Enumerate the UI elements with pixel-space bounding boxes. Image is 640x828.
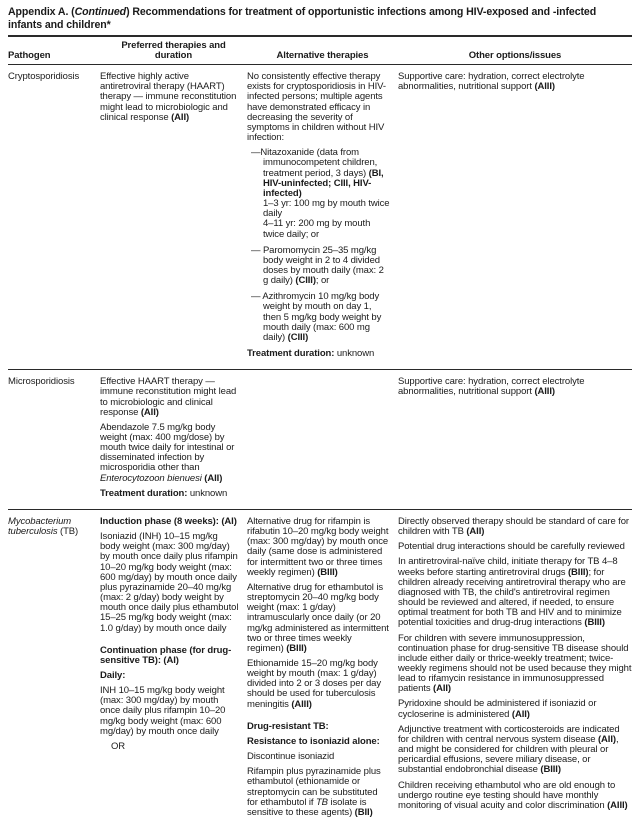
paragraph: Induction phase (8 weeks): (AI) <box>100 515 237 527</box>
paragraph: Microsporidiosis <box>8 376 75 388</box>
paragraph: Potential drug interactions should be carefully reviewed <box>398 541 625 553</box>
column-header-other-options: Other options/issues <box>468 50 562 61</box>
column-header-pathogen: Pathogen <box>8 50 51 61</box>
paragraph: Alternative drug for rifampin is rifabutin 10–20 mg/kg body weight (max: 300 mg/day) by mouth once daily (same dose is administered for intermittent two or three times weekly regimen) (BIII) <box>247 515 389 578</box>
paragraph: Mycobacterium tuberculosis (TB) <box>8 515 79 538</box>
paragraph: —Nitazoxanide (data from immunocompetent children, treatment period, 3 days) (BI, HIV-uninfected; CIII, HIV-infected) 1–3 yr: 100 mg by mouth twice daily 4–11 yr: 200 mg by mouth twice daily; or <box>251 147 390 240</box>
page-title: Appendix A. (Continued) Recommendations for treatment of opportunistic infections among HIV-exposed and -infected infants and children* <box>8 6 597 31</box>
paragraph: Isoniazid (INH) 10–15 mg/kg body weight (max: 300 mg/day) by mouth once daily plus rifampin 10–20 mg/kg body weight (max: 600 mg/day) by mouth once daily plus pyrazinamide 20–40 mg/kg (max: 2 g/day) body weight by mouth once daily plus ethambutol 15–25 mg/kg body weight (max: 1.0 g/day) by mouth once daily <box>100 531 239 634</box>
cell-alternative-therapies <box>247 517 398 818</box>
table-row <box>8 370 632 510</box>
cell-pathogen <box>8 72 100 359</box>
paragraph: Continuation phase (for drug-sensitive TB): (AI) <box>100 644 232 666</box>
cell-pathogen <box>8 377 100 499</box>
paragraph: INH 10–15 mg/kg body weight (max: 300 mg/day) by mouth once daily plus rifampin 10–20 mg/kg body weight (max: 600 mg/day) by mouth once daily <box>100 685 226 737</box>
paragraph: In antiretroviral-naïve child, initiate therapy for TB 4–8 weeks before starting antiretroviral drugs (BIII); for children already receiving antiretroviral therapy who are diagnosed with TB, the child's antiretroviral regimen should be reviewed and altered, if needed, to ensure optimal treatment for both TB and HIV and to minimize potential toxicities and drug-drug interactions (BIII) <box>398 556 626 629</box>
paragraph: — Azithromycin 10 mg/kg body weight by mouth on day 1, then 5 mg/kg body weight by mouth daily (max: 600 mg daily) (CIII) <box>251 291 382 343</box>
paragraph: Cryptosporidiosis <box>8 71 80 83</box>
paragraph: Treatment duration: unknown <box>100 487 228 499</box>
paragraph: Adjunctive treatment with corticosteroids are indicated for children with central nervous system disease (AII), and might be considered for children with pleural or pericardial effusions, severe miliary disease, or substantial endobronchial disease (BIII) <box>398 723 620 776</box>
paragraph: — Paromomycin 25–35 mg/kg body weight in 2 to 4 divided doses by mouth daily (max: 2 g daily) (CIII); or <box>251 244 384 287</box>
paragraph: Pyridoxine should be administered if isoniazid or cycloserine is administered (AII) <box>398 698 597 720</box>
paragraph: Resistance to isoniazid alone: <box>247 735 380 747</box>
table-row <box>8 510 632 828</box>
paragraph: Ethionamide 15–20 mg/kg body weight by mouth (max: 1 g/day) divided into 2 or 3 doses per day should be used for tuberculosis meningitis (AIII) <box>247 657 382 710</box>
column-header-preferred-therapies: Preferred therapies and duration <box>121 39 226 61</box>
paragraph: Children receiving ethambutol who are old enough to undergo routine eye testing should have monthly monitoring of visual acuity and color discrimination (AIII) <box>398 779 628 811</box>
table-header-row <box>8 37 632 64</box>
paragraph: Drug-resistant TB: <box>247 720 329 732</box>
cell-other-options <box>398 72 632 359</box>
cell-pathogen <box>8 517 100 818</box>
paragraph: No consistently effective therapy exists for cryptosporidiosis in HIV-infected persons; multiple agents have demonstrated efficacy in decreasing the severity of symptoms in children without HIV infection: <box>247 71 386 144</box>
table-row <box>8 65 632 370</box>
paragraph: OR <box>111 740 126 752</box>
paragraph: Alternative drug for ethambutol is streptomycin 20–40 mg/kg body weight (max: 1 g/day) intramuscularly once daily (or 20 mg/kg administered as intermittent two or three times weekly regimen) (BIII) <box>247 581 389 654</box>
paragraph: Effective highly active antiretroviral therapy (HAART) therapy — immune reconstitution might lead to microbiologic and clinical response (AII) <box>100 71 237 123</box>
paragraph: For children with severe immunosuppression, continuation phase for drug-sensitive TB disease should include either daily or thrice-weekly treatment; twice-weekly regimens should not be used because they might lead to rifamycin resistance in immunosuppressed patients (AII) <box>398 632 632 695</box>
cell-alternative-therapies <box>247 72 398 359</box>
paragraph: Discontinue isoniazid <box>247 751 335 763</box>
table-body <box>8 65 632 828</box>
paragraph: Effective HAART therapy — immune reconstitution might lead to microbiologic and clinical response (AII) <box>100 376 237 418</box>
paragraph: Supportive care: hydration, correct electrolyte abnormalities, nutritional support (AIII) <box>398 71 585 93</box>
paragraph: Treatment duration: unknown <box>247 348 375 360</box>
cell-preferred-therapies <box>100 377 247 499</box>
paragraph: Abendazole 7.5 mg/kg body weight (max: 400 mg/dose) by mouth twice daily for intestinal or disseminated infection by microsporidia other than Enterocytozoon bienuesi (AII) <box>100 421 235 484</box>
cell-preferred-therapies <box>100 72 247 359</box>
cell-alternative-therapies <box>247 377 398 499</box>
column-header-alternative-therapies: Alternative therapies <box>276 50 369 61</box>
cell-preferred-therapies <box>100 517 247 818</box>
paragraph: Directly observed therapy should be standard of care for children with TB (AII) <box>398 515 629 538</box>
cell-other-options <box>398 377 632 499</box>
paragraph: Daily: <box>100 669 126 681</box>
paragraph: Supportive care: hydration, correct electrolyte abnormalities, nutritional support (AIII) <box>398 376 585 398</box>
paragraph: Rifampin plus pyrazinamide plus ethambutol (ethionamide or streptomycin can be substituted for ethambutol if TB isolate is sensitive to these agents) (BII) <box>247 766 381 818</box>
cell-other-options <box>398 517 632 818</box>
